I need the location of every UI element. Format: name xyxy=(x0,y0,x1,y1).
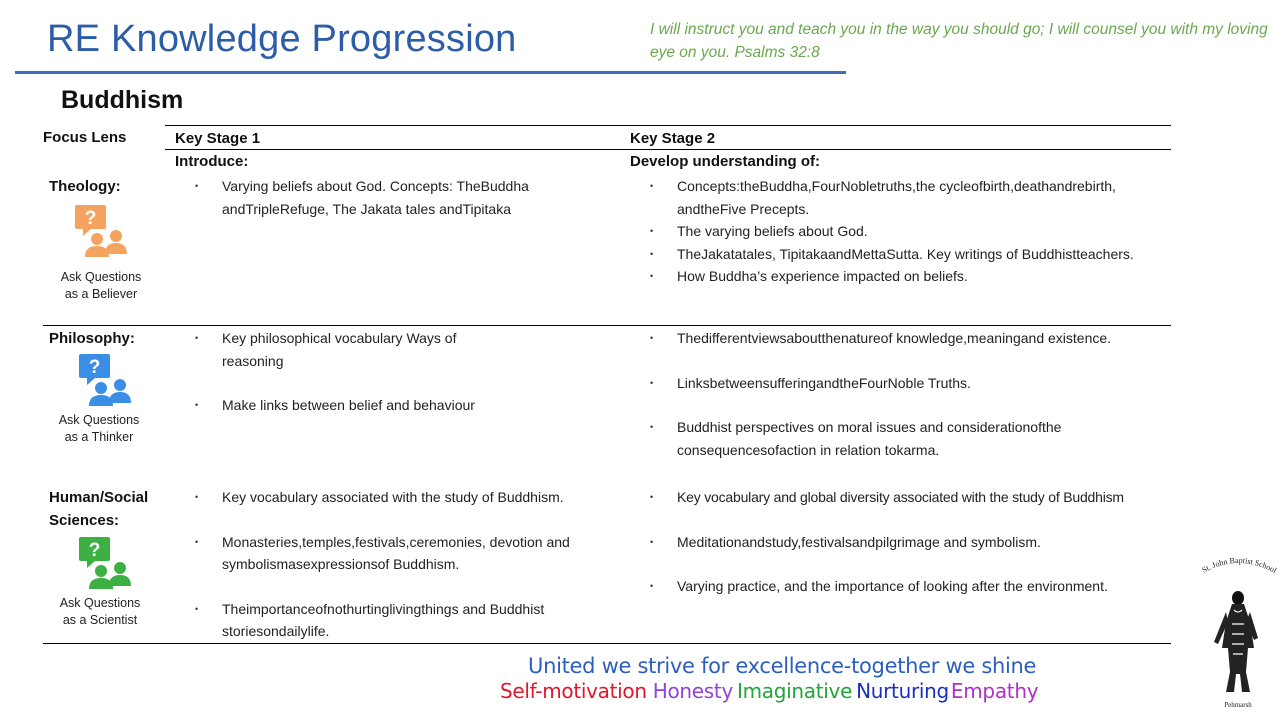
lens-caption-believer: Ask Questions as a Believer xyxy=(60,270,142,301)
page-title: RE Knowledge Progression xyxy=(47,18,517,60)
school-values xyxy=(500,679,1038,703)
value-imaginative: Imaginative xyxy=(737,679,853,703)
list-item: • How Buddha’s experience impacted on beliefs. xyxy=(630,265,1175,288)
svg-text:Pehmarsh: Pehmarsh xyxy=(1224,701,1252,709)
list-item: • TheJakatatales, TipitakaandMettaSutta. Key writings of Buddhistteachers. xyxy=(630,243,1175,266)
list-item: • Key vocabulary associated with the study of Buddhism. xyxy=(175,486,595,509)
table-bottom-rule xyxy=(43,643,1171,644)
ks2-intro-label: Develop understanding of: xyxy=(630,153,821,170)
list-item: • Varying practice, and the importance of looking after the environment. xyxy=(630,575,1178,598)
list-item: • Theimportanceofnothurtinglivingthings and Buddhist storiesondailylife. xyxy=(175,598,595,643)
list-item: • Key philosophical vocabulary Ways of reasoning xyxy=(175,327,505,372)
header-key-stage-1: Key Stage 1 xyxy=(175,130,261,147)
list-item: • Monasteries,temples,festivals,ceremonies, devotion and symbolismasexpressionsof Buddhism. xyxy=(175,531,595,576)
ks2-theology-list xyxy=(630,175,1175,288)
header-key-stage-2: Key Stage 2 xyxy=(630,130,716,147)
table-top-rule xyxy=(165,125,1171,126)
lens-theology: Theology: xyxy=(49,178,121,195)
svg-text:?: ? xyxy=(88,357,101,378)
list-item: • LinksbetweensufferingandtheFourNoble Truths. xyxy=(630,372,1130,395)
lens-caption-scientist: Ask Questions as a Scientist xyxy=(59,596,141,627)
subject-heading: Buddhism xyxy=(61,86,184,114)
ks2-sciences-list xyxy=(630,486,1178,598)
ks2-philosophy-list xyxy=(630,327,1130,461)
list-item: • Varying beliefs about God. Concepts: TheBuddha andTripleRefuge, The Jakata tales andTipitaka xyxy=(175,175,595,220)
lens-human-social-sciences: Human/Social Sciences: xyxy=(49,489,149,529)
svg-text:?: ? xyxy=(88,540,101,561)
header-focus-lens: Focus Lens xyxy=(43,129,127,146)
list-item: • Key vocabulary and global diversity associated with the study of Buddhism xyxy=(630,486,1178,509)
row-divider xyxy=(43,325,1171,326)
school-emblem-logo xyxy=(1196,552,1280,712)
list-item: • Make links between belief and behaviour xyxy=(175,394,505,417)
list-item: • Concepts:theBuddha,FourNobletruths,the cycleofbirth,deathandrebirth, andtheFive Precepts. xyxy=(630,175,1175,220)
value-nurturing: Nurturing xyxy=(856,679,949,703)
questions-thinker-icon xyxy=(76,352,136,414)
svg-text:St. John Baptist School: St. John Baptist School xyxy=(1200,555,1279,576)
list-item: • Buddhist perspectives on moral issues and considerationofthe consequencesofaction in relation tokarma. xyxy=(630,416,1130,461)
list-item: • Thedifferentviewsaboutthenatureof knowledge,meaningand existence. xyxy=(630,327,1130,350)
lens-caption-thinker: Ask Questions as a Thinker xyxy=(58,413,140,444)
bible-quote: I will instruct you and teach you in the way you should go; I will counsel you with my loving eye on you. Psalms 32:8 xyxy=(650,21,1268,61)
header-rule xyxy=(165,149,1171,150)
value-empathy: Empathy xyxy=(950,679,1039,703)
school-motto: United we strive for excellence-together we shine xyxy=(528,654,1037,678)
svg-text:?: ? xyxy=(84,208,97,229)
title-underline xyxy=(15,71,846,74)
ks1-theology-list xyxy=(175,175,595,220)
ks1-philosophy-list xyxy=(175,327,505,417)
lens-philosophy: Philosophy: xyxy=(49,330,135,347)
value-self-motivation: Self-motivation xyxy=(500,679,647,703)
list-item: • Meditationandstudy,festivalsandpilgrimage and symbolism. xyxy=(630,531,1178,554)
list-item: • The varying beliefs about God. xyxy=(630,220,1175,243)
questions-believer-icon xyxy=(72,203,132,265)
ks1-sciences-list xyxy=(175,486,595,643)
ks1-intro-label: Introduce: xyxy=(175,153,249,170)
value-honesty: Honesty xyxy=(652,679,734,703)
questions-scientist-icon xyxy=(76,535,136,597)
